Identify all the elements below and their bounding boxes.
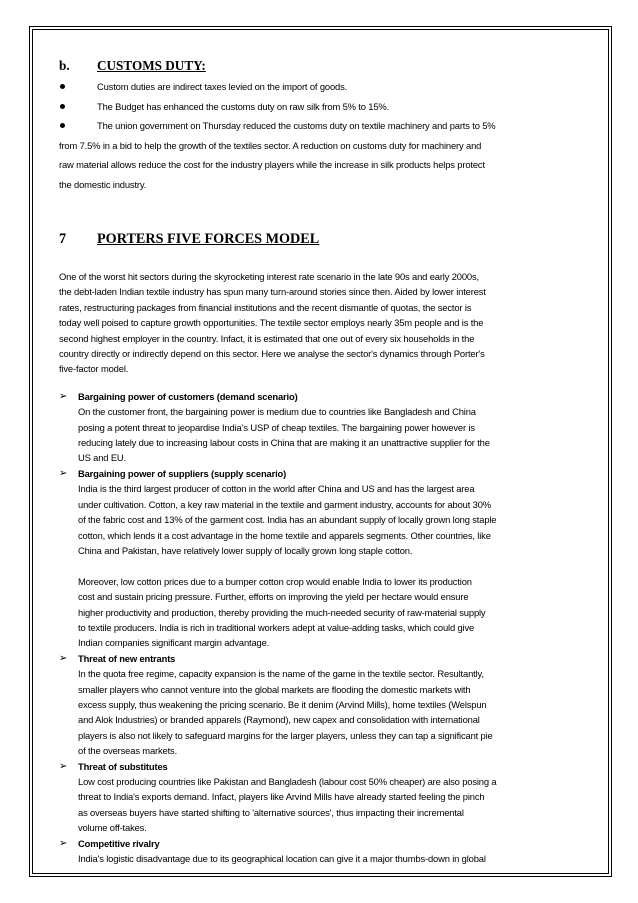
- text-line: as overseas buyers have started shifting to 'alternative sources', thus impacting their incremental: [78, 806, 464, 818]
- text-line: In the quota free regime, capacity expansion is the name of the game in the textile sector. Resultantly,: [78, 668, 484, 680]
- customs-duty-continuation: [59, 136, 583, 195]
- bullet-dot-icon: [60, 104, 65, 109]
- force-item: [59, 759, 583, 836]
- text-line: five-factor model.: [59, 363, 129, 375]
- bullet-item: [59, 116, 583, 136]
- bullet-item: [59, 77, 583, 97]
- arrow-bullet-icon: ➢: [59, 390, 68, 402]
- text-line: rates, restructuring packages from financial institutions and the recent dismantle of quotas, the sector is: [59, 301, 472, 313]
- text-line: Low cost producing countries like Pakistan and Bangladesh (labour cost 50% cheaper) are also posing a: [78, 775, 497, 787]
- section-b-heading: [59, 58, 583, 77]
- force-body: [78, 851, 583, 866]
- force-title: Threat of substitutes: [78, 760, 168, 772]
- section-7-heading: [59, 231, 583, 251]
- five-forces-list: [59, 389, 583, 867]
- force-body: [78, 481, 583, 650]
- section-7-number: 7: [59, 231, 67, 247]
- bullet-dot-icon: [60, 84, 65, 89]
- force-item: [59, 466, 583, 651]
- arrow-bullet-icon: ➢: [59, 837, 68, 849]
- arrow-bullet-icon: ➢: [59, 760, 68, 772]
- text-line: from 7.5% in a bid to help the growth of the textiles sector. A reduction on customs duty for machinery and: [59, 139, 482, 151]
- force-title: Threat of new entrants: [78, 652, 176, 664]
- force-body: [78, 774, 583, 836]
- arrow-bullet-icon: ➢: [59, 652, 68, 664]
- force-item: [59, 389, 583, 466]
- force-body: [78, 666, 583, 758]
- force-body: [78, 404, 583, 466]
- section-7-title: PORTERS FIVE FORCES MODEL: [97, 231, 320, 247]
- paragraph-gap: [78, 558, 583, 573]
- document-page: [59, 58, 583, 866]
- text-line: and Alok Industries) or branded apparels (Raymond), new capex and consolidation with international: [78, 714, 480, 726]
- text-line: cost and sustain pricing pressure. Further, efforts on improving the yield per hectare would ensure: [78, 591, 469, 603]
- force-title: Competitive rivalry: [78, 837, 160, 849]
- text-line: of the overseas markets.: [78, 745, 178, 757]
- text-line: second highest employer in the country. Infact, it is estimated that one out of every six households in the: [59, 332, 475, 344]
- text-line: of the fabric cost and 13% of the garment cost. India has an abundant supply of locally grown long staple: [78, 514, 497, 526]
- force-title: Bargaining power of suppliers (supply scenario): [78, 467, 287, 479]
- text-line: India is the third largest producer of cotton in the world after China and US and has the largest area: [78, 483, 475, 495]
- text-line: excess supply, thus weakening the pricing scenario. Be it denim (Arvind Mills), home textiles (Welspun: [78, 698, 487, 710]
- text-line: players is also not likely to safeguard margins for the larger players, unless they can tap a significant pie: [78, 729, 493, 741]
- text-line: US and EU.: [78, 452, 127, 464]
- text-line: Moreover, low cotton prices due to a bumper cotton crop would enable India to lower its production: [78, 575, 472, 587]
- bullet-text: The Budget has enhanced the customs duty on raw silk from 5% to 15%.: [97, 100, 390, 112]
- text-line: posing a potent threat to jeopardise India’s USP of cheap textiles. The bargaining power however is: [78, 421, 475, 433]
- text-line: cotton, which lends it a cost advantage in the home textile and apparels segments. Other countries, like: [78, 529, 491, 541]
- porters-intro-paragraph: [59, 269, 583, 377]
- customs-duty-bullets: [59, 77, 583, 136]
- text-line: country directly or indirectly depend on this sector. Here we analyse the sector's dynamics through Porter's: [59, 348, 485, 360]
- text-line: higher productivity and production, thereby providing the much-needed security of raw-material supply: [78, 606, 486, 618]
- text-line: volume off-takes.: [78, 822, 147, 834]
- bullet-item: [59, 97, 583, 117]
- force-item: [59, 651, 583, 759]
- text-line: Indian companies significant margin advantage.: [78, 637, 270, 649]
- bullet-text: The union government on Thursday reduced the customs duty on textile machinery and parts to 5%: [97, 120, 496, 131]
- force-title: Bargaining power of customers (demand scenario): [78, 390, 298, 402]
- text-line: smaller players who cannot venture into the global markets are flooding the domestic markets with: [78, 683, 471, 695]
- text-line: On the customer front, the bargaining power is medium due to countries like Bangladesh and China: [78, 406, 476, 418]
- text-line: One of the worst hit sectors during the skyrocketing interest rate scenario in the late 90s and early 2000s,: [59, 271, 479, 282]
- text-line: the debt-laden Indian textile industry has spun many turn-around stories since then. Aided by lower interest: [59, 286, 486, 298]
- text-line: India's logistic disadvantage due to its geographical location can give it a major thumbs-down in global: [78, 853, 486, 865]
- text-line: reducing lately due to increasing labour costs in China that are making it an unattractive supplier for the: [78, 437, 490, 449]
- bullet-dot-icon: [60, 123, 65, 128]
- text-line: threat to India's exports demand. Infact, players like Arvind Mills have already started feeling the pinch: [78, 791, 485, 803]
- bullet-text: Custom duties are indirect taxes levied on the import of goods.: [97, 81, 348, 92]
- section-b-number: b.: [59, 58, 70, 73]
- text-line: today well poised to capture growth opportunities. The textile sector employs nearly 35m people and is the: [59, 317, 484, 329]
- section-b-title: CUSTOMS DUTY:: [97, 58, 206, 73]
- text-line: to textile producers. India is rich in traditional workers adept at value-adding tasks, which could give: [78, 621, 475, 633]
- arrow-bullet-icon: ➢: [59, 467, 68, 479]
- text-line: the domestic industry.: [59, 178, 147, 190]
- text-line: China and Pakistan, have relatively lower supply of locally grown long staple cotton.: [78, 544, 413, 556]
- force-item: [59, 836, 583, 867]
- text-line: under cultivation. Cotton, a key raw material in the textile and garment industry, accounts for about 30%: [78, 498, 491, 510]
- text-line: raw material allows reduce the cost for the industry players while the increase in silk products helps protect: [59, 159, 485, 170]
